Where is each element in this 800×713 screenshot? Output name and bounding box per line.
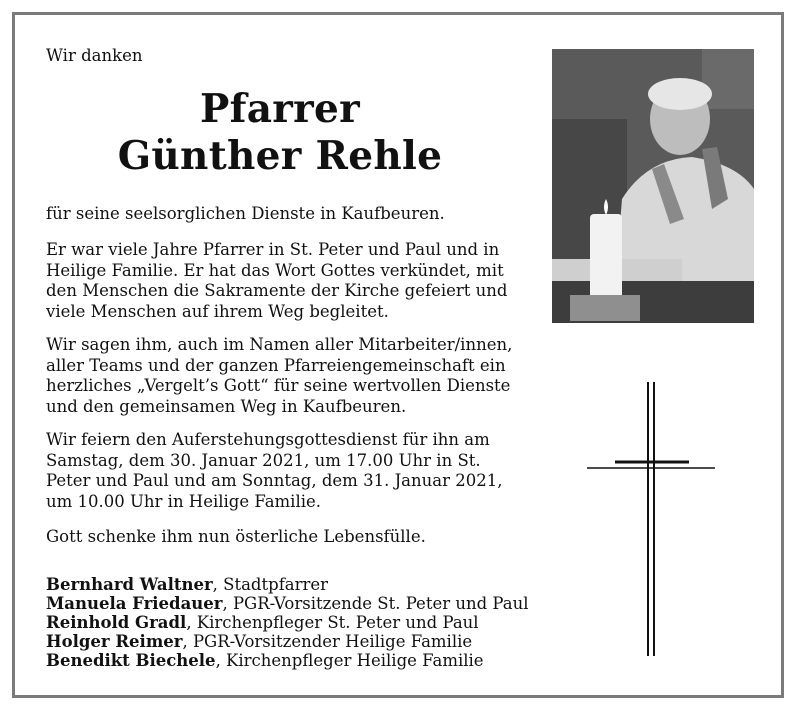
name-title: Pfarrer bbox=[200, 86, 360, 132]
signer bbox=[46, 632, 529, 651]
signer bbox=[46, 594, 529, 613]
signer-name: Reinhold Gradl bbox=[46, 613, 187, 632]
cross-icon bbox=[585, 380, 717, 656]
signer-role: , PGR-Vorsitzender Heilige Familie bbox=[182, 632, 473, 651]
paragraph-service-dates: Wir feiern den Auferstehungsgottesdienst für ihn am Samstag, dem 30. Januar 2021, um 17.00 Uhr in St. Peter und Paul und am Sonntag, dem 31. Januar 2021, um 10.00 Uhr in Heilige Familie. bbox=[46, 430, 503, 511]
paragraph-closing: Gott schenke ihm nun österliche Lebensfülle. bbox=[46, 527, 426, 546]
priest-photo bbox=[552, 49, 754, 323]
signer-role: , Kirchenpfleger Heilige Familie bbox=[215, 651, 484, 670]
name-full: Günther Rehle bbox=[117, 133, 443, 179]
signer-role: , Stadtpfarrer bbox=[212, 575, 329, 594]
paragraph-service: für seine seelsorglichen Dienste in Kaufbeuren. bbox=[46, 204, 445, 223]
intro-text: Wir danken bbox=[46, 46, 143, 65]
signer bbox=[46, 613, 529, 632]
signer-name: Benedikt Biechele bbox=[46, 651, 216, 670]
signer-name: Holger Reimer bbox=[46, 632, 183, 651]
deceased-name bbox=[95, 86, 465, 180]
signer bbox=[46, 575, 529, 594]
signer-role: , Kirchenpfleger St. Peter und Paul bbox=[186, 613, 479, 632]
paragraph-biography: Er war viele Jahre Pfarrer in St. Peter und Paul und in Heilige Familie. Er hat das Wort Gottes verkündet, mit den Menschen die Sakramente der Kirche gefeiert und viele Menschen auf ihrem Weg begleitet. bbox=[46, 240, 508, 321]
signer-name: Manuela Friedauer bbox=[46, 594, 223, 613]
signers-list bbox=[46, 575, 529, 670]
signer-role: , PGR-Vorsitzende St. Peter und Paul bbox=[222, 594, 529, 613]
signer bbox=[46, 651, 529, 670]
paragraph-thanks: Wir sagen ihm, auch im Namen aller Mitarbeiter/innen, aller Teams und der ganzen Pfarreiengemeinschaft ein herzliches „Vergelt’s Gott“ für seine wertvollen Dienste und den gemeinsamen Weg in Kaufbeuren. bbox=[46, 335, 513, 416]
signer-name: Bernhard Waltner bbox=[46, 575, 213, 594]
